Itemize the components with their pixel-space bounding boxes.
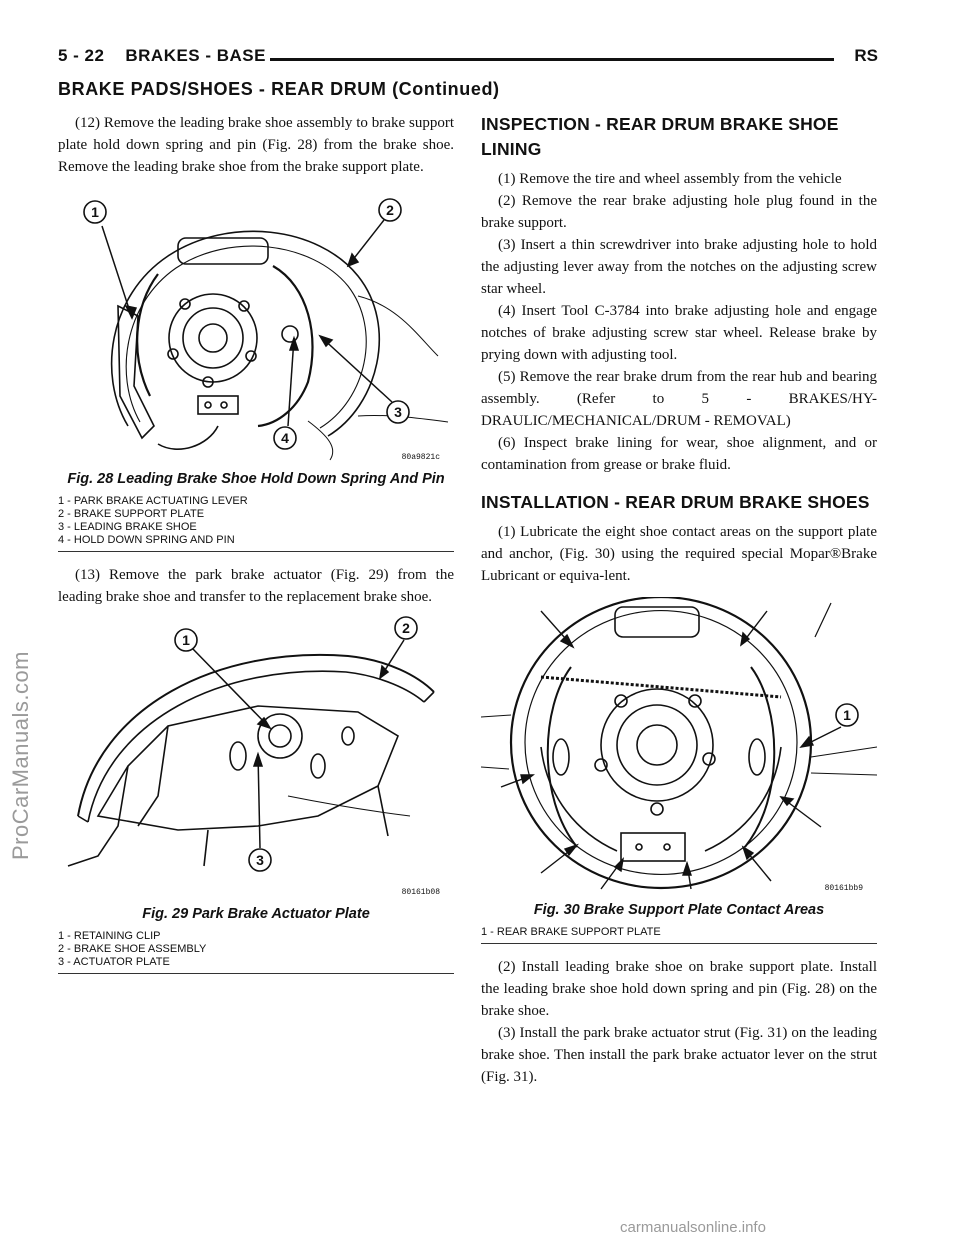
figure-30-title: Fig. 30 Brake Support Plate Contact Areas bbox=[533, 902, 825, 918]
figure-28-illustration bbox=[58, 186, 454, 466]
step-12-text: (12) Remove the leading brake shoe assembly to brake support plate hold down spring and pin (Fig. 28) from the brake shoe. Remove the leading brake shoe from the brake support plate. bbox=[58, 115, 454, 175]
legend-item: 3 - LEADING BRAKE SHOE bbox=[58, 521, 197, 533]
step-13-text: (13) Remove the park brake actuator (Fig. 29) from the leading brake shoe and transfer to the replacement brake shoe. bbox=[58, 567, 454, 605]
installation-step: (3) Install the park brake actuator strut (Fig. 31) on the leading brake shoe. Then install the park brake actuator lever on the strut (Fig. 31). bbox=[481, 1025, 877, 1085]
legend-item: 4 - HOLD DOWN SPRING AND PIN bbox=[58, 534, 235, 546]
inspection-step: (1) Remove the tire and wheel assembly from the vehicle bbox=[498, 171, 842, 187]
header-rule bbox=[270, 58, 834, 61]
figure-28-legend bbox=[58, 495, 454, 547]
legend-item: 2 - BRAKE SUPPORT PLATE bbox=[58, 508, 205, 520]
bottom-watermark: carmanualsonline.info bbox=[620, 1219, 766, 1236]
legend-item: 2 - BRAKE SHOE ASSEMBLY bbox=[58, 943, 207, 955]
inspection-step: (6) Inspect brake lining for wear, shoe alignment, and or contamination from grease or brake fluid. bbox=[481, 435, 877, 473]
figure-30 bbox=[481, 597, 877, 897]
figure-30-rule bbox=[481, 943, 877, 944]
callout-1: 1 bbox=[843, 707, 851, 723]
installation-heading: INSTALLATION - REAR DRUM BRAKE SHOES bbox=[481, 492, 870, 512]
figure-29-illustration bbox=[58, 616, 454, 901]
installation-step-1: (1) Lubricate the eight shoe contact areas on the support plate and anchor, (Fig. 30) using the required special Mopar®Brake Lubricant or equiva-lent. bbox=[481, 524, 877, 584]
figure-28-code: 80a9821c bbox=[401, 453, 440, 462]
figure-29 bbox=[58, 616, 454, 901]
figure-29-title: Fig. 29 Park Brake Actuator Plate bbox=[142, 906, 370, 922]
figure-29-legend bbox=[58, 930, 454, 969]
legend-item: 1 - PARK BRAKE ACTUATING LEVER bbox=[58, 495, 248, 507]
callout-3: 3 bbox=[256, 852, 264, 868]
inspection-step: (4) Insert Tool C-3784 into brake adjusting hole and engage notches of brake adjusting screw star wheel. Release brake by prying down with adjusting tool. bbox=[481, 303, 877, 363]
inspection-heading: INSPECTION - REAR DRUM BRAKE SHOE LINING bbox=[481, 114, 839, 159]
callout-1: 1 bbox=[91, 204, 99, 220]
figure-30-legend bbox=[481, 926, 877, 939]
header-model-code: RS bbox=[854, 46, 878, 65]
callout-2: 2 bbox=[386, 202, 394, 218]
figure-28 bbox=[58, 186, 454, 466]
figure-28-title: Fig. 28 Leading Brake Shoe Hold Down Spring And Pin bbox=[67, 471, 445, 487]
continued-heading: BRAKE PADS/SHOES - REAR DRUM (Continued) bbox=[58, 79, 500, 99]
left-column bbox=[58, 112, 454, 974]
inspection-step: (3) Insert a thin screwdriver into brake adjusting hole to hold the adjusting lever away from the notches on the adjusting screw star wheel. bbox=[481, 237, 877, 297]
figure-29-code: 80161b08 bbox=[401, 888, 440, 897]
inspection-step: (2) Remove the rear brake adjusting hole plug found in the brake support. bbox=[481, 193, 877, 231]
installation-step: (2) Install leading brake shoe on brake support plate. Install the leading brake shoe hold down spring and pin (Fig. 28) on the brake shoe. bbox=[481, 959, 877, 1019]
callout-3: 3 bbox=[394, 404, 402, 420]
callout-2: 2 bbox=[402, 620, 410, 636]
right-column bbox=[481, 112, 877, 1088]
legend-item: 1 - RETAINING CLIP bbox=[58, 930, 161, 942]
figure-28-rule bbox=[58, 551, 454, 552]
figure-30-illustration bbox=[481, 597, 877, 897]
callout-1: 1 bbox=[182, 632, 190, 648]
inspection-step: (5) Remove the rear brake drum from the rear hub and bearing assembly. (Refer to 5 - BRAKES/HY-DRAULIC/MECHANICAL/DRUM - REMOVAL) bbox=[481, 369, 877, 429]
side-watermark: ProCarManuals.com bbox=[8, 650, 33, 860]
figure-30-code: 80161bb9 bbox=[824, 884, 863, 893]
callout-4: 4 bbox=[281, 430, 289, 446]
legend-item: 3 - ACTUATOR PLATE bbox=[58, 956, 170, 968]
legend-item: 1 - REAR BRAKE SUPPORT PLATE bbox=[481, 926, 661, 938]
header-section-title: 5 - 22 BRAKES - BASE bbox=[58, 46, 266, 65]
page-header bbox=[58, 46, 878, 72]
figure-29-rule bbox=[58, 973, 454, 974]
